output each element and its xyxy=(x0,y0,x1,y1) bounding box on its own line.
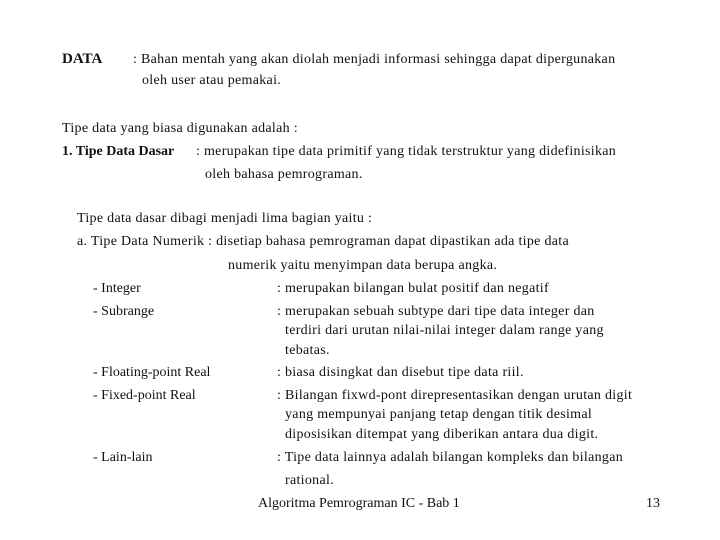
type-name-subrange: - Subrange xyxy=(93,304,155,319)
type-name-lainlain: - Lain-lain xyxy=(93,450,153,465)
type-name-fixed: - Fixed-point Real xyxy=(93,388,196,403)
footer-title: Algoritma Pemrograman IC - Bab 1 xyxy=(258,496,460,511)
type-desc-fixed-2: yang mempunyai panjang tetap dengan titik desimal xyxy=(285,407,593,422)
type-desc-fixed-3: diposisikan ditempat yang diberikan antara dua digit. xyxy=(285,427,599,442)
type-desc-subrange-2: terdiri dari urutan nilai-nilai integer dalam range yang xyxy=(285,323,604,338)
type-desc-integer: : merupakan bilangan bulat positif dan negatif xyxy=(277,281,549,296)
type-desc-lainlain-2: rational. xyxy=(285,473,334,488)
type-desc-fixed-1: : Bilangan fixwd-pont direpresentasikan dengan urutan digit xyxy=(277,388,633,403)
definition-line-2: oleh user atau pemakai. xyxy=(142,73,282,88)
type-desc-subrange-3: tebatas. xyxy=(285,343,330,358)
type-desc-subrange-1: : merupakan sebuah subtype dari tipe data integer dan xyxy=(277,304,595,319)
type-name-integer: - Integer xyxy=(93,281,141,296)
section-desc-line-2: oleh bahasa pemrograman. xyxy=(205,167,363,182)
section-title: 1. Tipe Data Dasar xyxy=(62,144,175,159)
subsection-a-line-1: a. Tipe Data Numerik : disetiap bahasa pemrograman dapat dipastikan ada tipe data xyxy=(77,234,569,249)
page-number: 13 xyxy=(646,496,660,511)
intro-text: Tipe data yang biasa digunakan adalah : xyxy=(62,121,298,136)
term-data: DATA xyxy=(62,51,103,67)
definition-line-1: : Bahan mentah yang akan diolah menjadi informasi sehingga dapat dipergunakan xyxy=(133,52,616,67)
type-name-floating: - Floating-point Real xyxy=(93,365,211,380)
section-desc-line-1: : merupakan tipe data primitif yang tidak terstruktur yang didefinisikan xyxy=(196,144,617,159)
type-desc-lainlain-1: : Tipe data lainnya adalah bilangan kompleks dan bilangan xyxy=(277,450,624,465)
subsection-a-line-2: numerik yaitu menyimpan data berupa angka. xyxy=(228,258,498,273)
subintro-text: Tipe data dasar dibagi menjadi lima bagian yaitu : xyxy=(77,211,373,226)
type-desc-floating: : biasa disingkat dan disebut tipe data riil. xyxy=(277,365,524,380)
